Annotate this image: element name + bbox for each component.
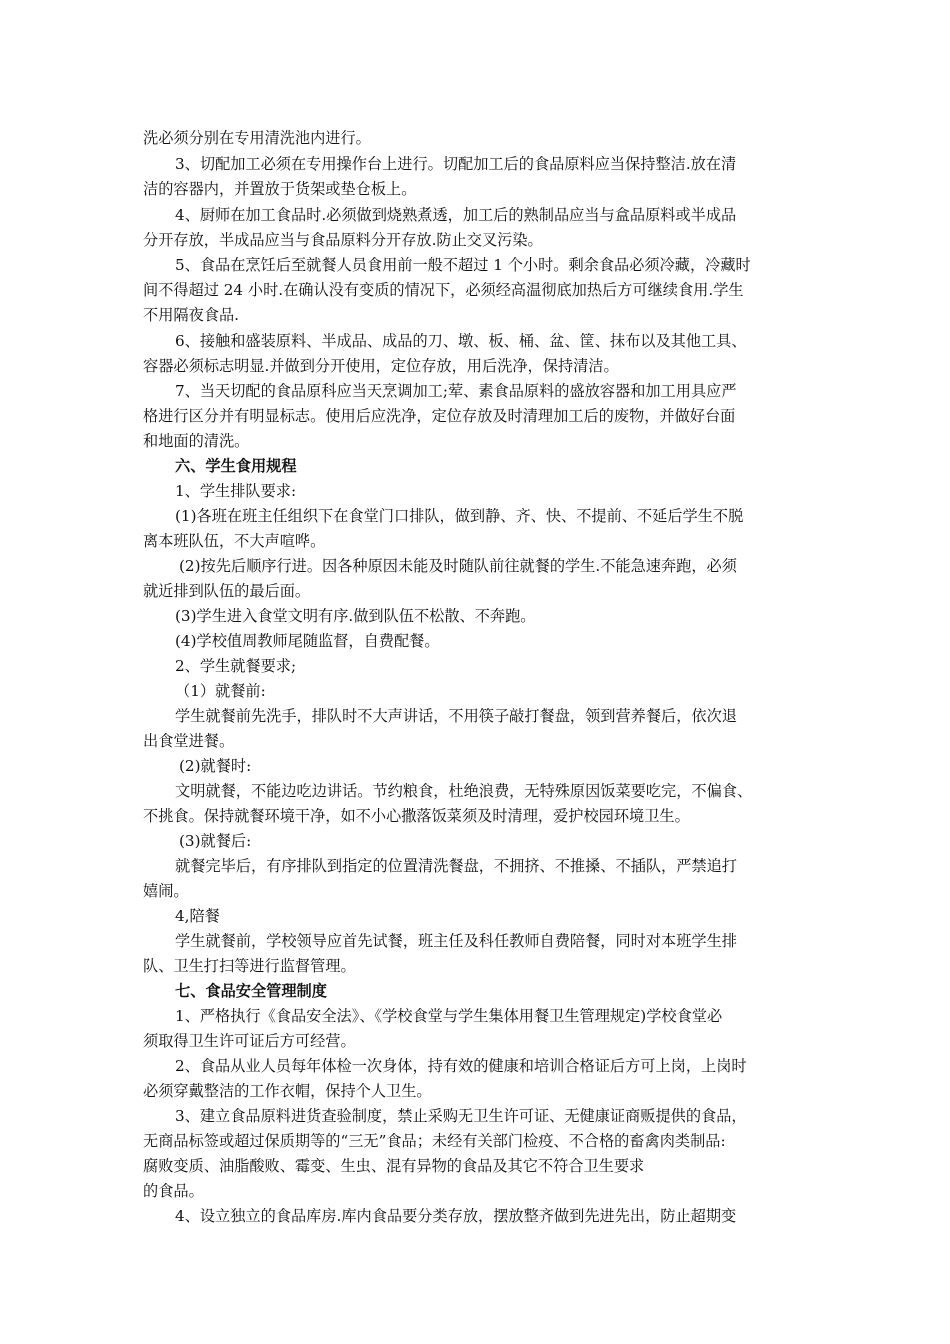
- text-line: 队、卫生打扫等进行监督管理。: [143, 957, 356, 975]
- text-line: 间不得超过 24 小时.在确认没有变质的情况下，必须经高温彻底加热后方可继续食用.学生: [143, 281, 744, 299]
- text-line: 学生就餐前，学校领导应首先试餐，班主任及科任教师自费陪餐，同时对本班学生排: [175, 932, 737, 950]
- section-heading: 七、食品安全管理制度: [175, 982, 327, 1000]
- text-line: 文明就餐，不能边吃边讲话。节约粮食，杜绝浪费，无特殊原因饭菜要吃完，不偏食、: [175, 782, 753, 800]
- text-line: (2)按先后顺序行进。因各种原因未能及时随队前往就餐的学生.不能急速奔跑，必须: [179, 557, 737, 575]
- text-line: 4、设立独立的食品库房.库内食品要分类存放，摆放整齐做到先进先出，防止超期变: [175, 1207, 737, 1225]
- text-line: 4、厨师在加工食品时.必须做到烧熟煮透，加工后的熟制品应当与盒品原料或半成品: [175, 206, 737, 224]
- text-line: (3)学生进入食堂文明有序.做到队伍不松散、不奔跑。: [175, 607, 536, 625]
- text-line: 容器必须标志明显.并做到分开使用，定位存放，用后洗净，保持清洁。: [143, 357, 619, 375]
- text-line: 格进行区分并有明显标志。使用后应洗净，定位存放及时清理加工后的废物，并做好台面: [143, 407, 736, 425]
- text-line: (3)就餐后:: [179, 832, 252, 850]
- text-line: 洁的容器内，并置放于货架或垫仓板上。: [143, 180, 417, 198]
- text-line: 4,陪餐: [175, 907, 220, 925]
- text-line: 和地面的清洗。: [143, 432, 250, 450]
- text-line: (4)学校值周教师尾随监督，自费配餐。: [175, 632, 440, 650]
- text-line: 学生就餐前先洗手，排队时不大声讲话，不用筷子敲打餐盘，领到营养餐后，依次退: [175, 707, 737, 725]
- text-line: 3、切配加工必须在专用操作台上进行。切配加工后的食品原料应当保持整洁.放在清: [175, 155, 737, 173]
- text-line: 2、食品从业人员每年体检一次身体，持有效的健康和培训合格证后方可上岗，上岗时: [175, 1057, 747, 1075]
- text-line: (2)就餐时:: [179, 757, 252, 775]
- text-line: 1、学生排队要求:: [175, 482, 297, 500]
- section-heading: 六、学生食用规程: [175, 457, 297, 475]
- text-line: 不用隔夜食品.: [143, 306, 239, 324]
- text-line: 6、接触和盛装原料、半成品、成品的刀、墩、板、桶、盆、筐、抹布以及其他工具、: [175, 332, 747, 350]
- text-line: 1、严格执行《食品安全法》、《学校食堂与学生集体用餐卫生管理规定)学校食堂必: [175, 1007, 723, 1025]
- text-line: 出食堂进餐。: [143, 732, 235, 750]
- text-line: 腐败变质、油脂酸败、霉变、生虫、混有异物的食品及其它不符合卫生要求: [143, 1157, 645, 1175]
- text-line: 洗必须分别在专用清洗池内进行。: [143, 129, 371, 147]
- text-line: (1)各班在班主任组织下在食堂门口排队，做到静、齐、快、不提前、不延后学生不脱: [175, 507, 744, 525]
- text-line: 2、学生就餐要求;: [175, 657, 297, 675]
- text-line: 离本班队伍，不大声喧哗。: [143, 532, 326, 550]
- text-line: 必须穿戴整洁的工作衣帽，保持个人卫生。: [143, 1082, 432, 1100]
- text-line: 分开存放，半成品应当与食品原料分开存放.防止交叉污染。: [143, 231, 543, 249]
- text-line: 不挑食。保持就餐环境干净，如不小心撒落饭菜须及时清理，爱护校园环境卫生。: [143, 807, 690, 825]
- text-line: 就近排到队伍的最后面。: [143, 582, 311, 600]
- text-line: 7、当天切配的食品原科应当天烹调加工;荤、素食品原料的盛放容器和加工用具应严: [175, 382, 737, 400]
- text-line: （1）就餐前:: [175, 682, 266, 700]
- text-line: 的食品。: [143, 1182, 204, 1200]
- text-line: 就餐完毕后，有序排队到指定的位置清洗餐盘，不拥挤、不推搡、不插队，严禁追打: [175, 857, 737, 875]
- text-line: 嬉闹。: [143, 882, 189, 900]
- text-line: 5、食品在烹饪后至就餐人员食用前一般不超过 1 个小时。剩余食品必须冷藏，冷藏时: [175, 256, 751, 274]
- text-line: 须取得卫生许可证后方可经营。: [143, 1032, 356, 1050]
- text-line: 无商品标签或超过保质期等的“三无”食品；未经有关部门检疫、不合格的畜禽肉类制品:: [143, 1132, 726, 1150]
- text-line: 3、建立食品原料进货查验制度，禁止采购无卫生许可证、无健康证商贩提供的食品，: [175, 1107, 747, 1125]
